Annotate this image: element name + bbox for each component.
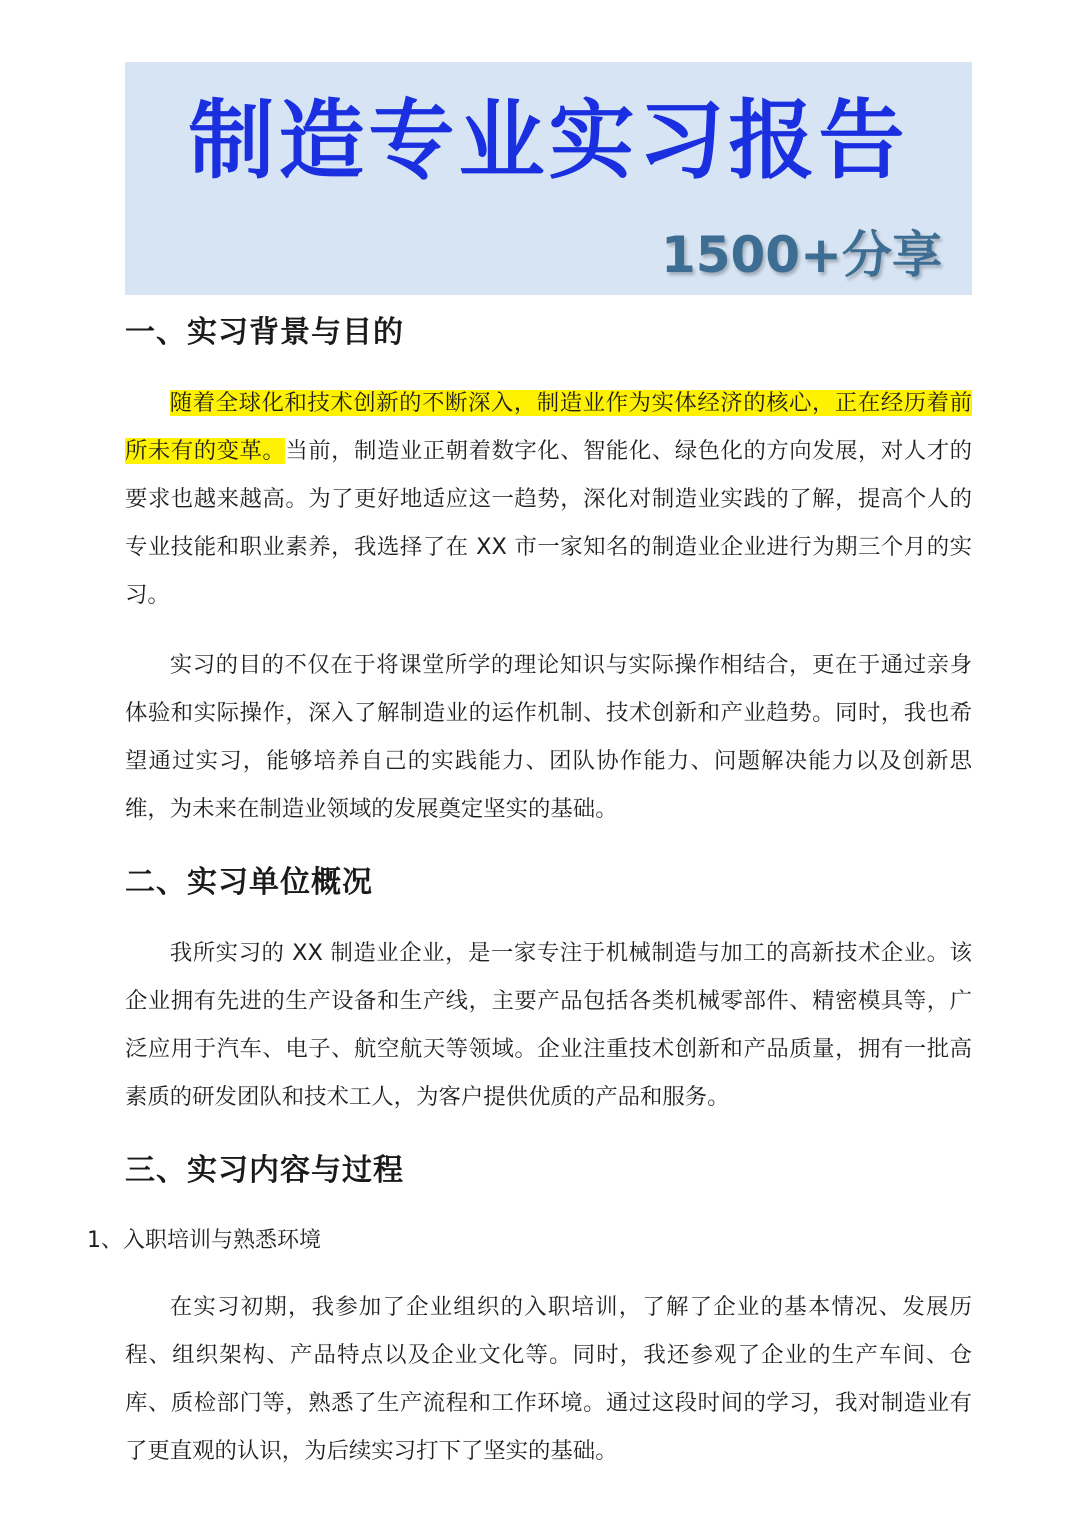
subheading-onboarding: 1、入职培训与熟悉环境	[87, 1228, 321, 1253]
paragraph-company: 我所实习的 XX 制造业企业，是一家专注于机械制造与加工的高新技术企业。该企业拥有先进的生产设备和生产线，主要产品包括各类机械零部件、精密模具等，广泛应用于汽车、电子、航空航天等领域。企业注重技术创新和产品质量，拥有一批高素质的研发团队和技术工人，为客户提供优质的产品和服务。	[125, 940, 972, 1110]
section-heading-process: 三、实习内容与过程	[125, 1153, 404, 1188]
paragraph-onboarding: 在实习初期，我参加了企业组织的入职培训，了解了企业的基本情况、发展历程、组织架构、产品特点以及企业文化等。同时，我还参观了企业的生产车间、仓库、质检部门等，熟悉了生产流程和工作环境。通过这段时间的学习，我对制造业有了更直观的认识，为后续实习打下了坚实的基础。	[125, 1294, 972, 1464]
highlighted-text: 随着全球化和技术创新的不断深入，制造业作为实体经济的核心，正在经历着前所未有的变革。	[125, 390, 972, 464]
document-subtitle: 1500+分享	[660, 226, 942, 284]
paragraph-purpose: 实习的目的不仅在于将课堂所学的理论知识与实际操作相结合，更在于通过亲身体验和实际操作，深入了解制造业的运作机制、技术创新和产业趋势。同时，我也希望通过实习，能够培养自己的实践能力、团队协作能力、问题解决能力以及创新思维，为未来在制造业领域的发展奠定坚实的基础。	[125, 652, 972, 822]
title-banner	[125, 62, 972, 295]
paragraph-text: 当前，制造业正朝着数字化、智能化、绿色化的方向发展，对人才的要求也越来越高。为了更好地适应这一趋势，深化对制造业实践的了解，提高个人的专业技能和职业素养，我选择了在 XX 市一家知名的制造业企业进行为期三个月的实习。	[125, 438, 973, 608]
document-title: 制造专业实习报告	[188, 91, 909, 191]
document-body	[87, 305, 973, 1475]
paragraph-background	[125, 379, 972, 619]
section-heading-background: 一、实习背景与目的	[125, 315, 404, 350]
section-heading-company: 二、实习单位概况	[125, 865, 373, 900]
